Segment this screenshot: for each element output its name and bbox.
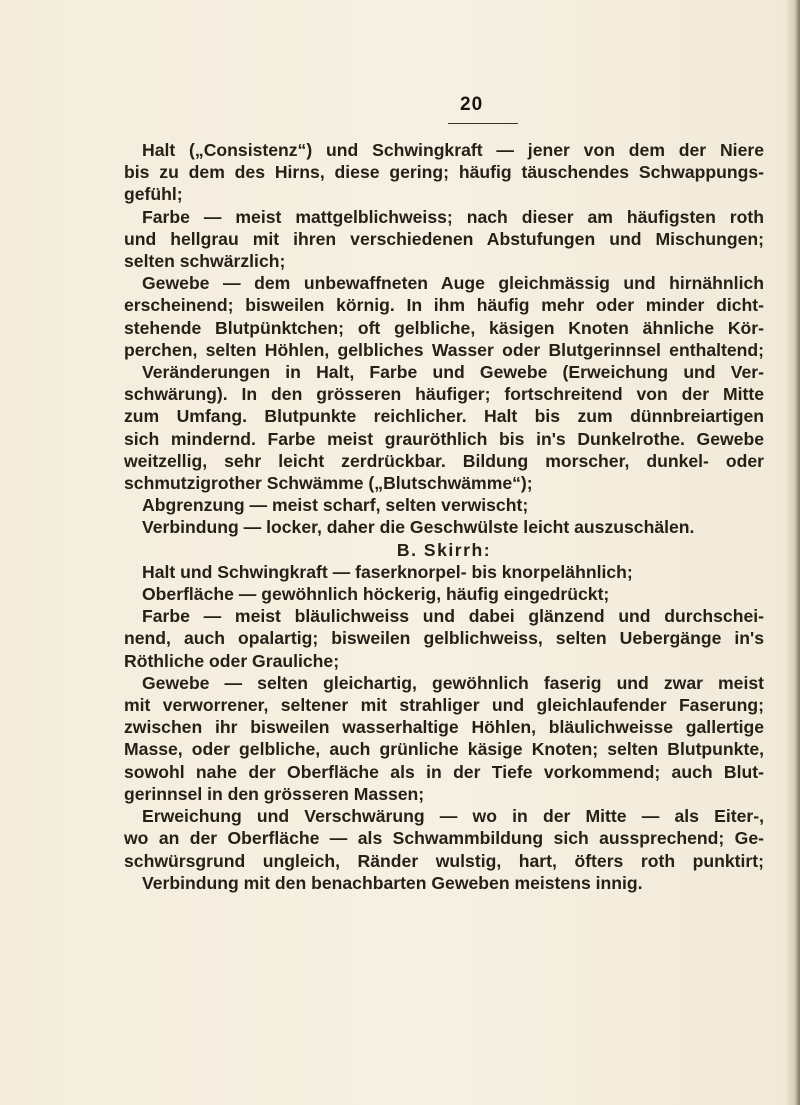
page-number: 20 (460, 94, 484, 115)
text-line: Halt („Consistenz“) und Schwingkraft — jener von dem der Niere (142, 140, 764, 160)
text-line: Gewebe — dem unbewaffneten Auge gleichmässig und hirnähnlich (142, 273, 764, 294)
text-line: stehende Blutpünktchen; oft gelbliche, käsigen Knoten ähnliche Kör- (124, 317, 764, 338)
text-line: schwürsgrund ungleich, Ränder wulstig, hart, öfters roth punktirt; (124, 850, 764, 871)
text-line: erscheinend; bisweilen körnig. In ihm häufig mehr oder minder dicht- (124, 295, 764, 316)
text-line: Erweichung und Verschwärung — wo in der Mitte — als Eiter-, (142, 806, 764, 827)
text-line: und hellgrau mit ihren verschiedenen Abstufungen und Mischungen; (124, 228, 764, 249)
text-line: gerinnsel in den grösseren Massen; (124, 783, 425, 804)
text-line: wo an der Oberfläche — als Schwammbildung sich ausspreсhend; Ge- (124, 828, 764, 849)
text-line: schmutzigrother Schwämme („Blutschwämme“); (124, 473, 533, 494)
section-heading: B. Skirrh: (396, 539, 492, 560)
text-line: gefühl; (124, 184, 183, 205)
text-line: Oberfläche — gewöhnlich höckerig, häufig eingedrückt; (142, 584, 610, 605)
text-line: sich mindernd. Farbe meist grauröthlich bis in's Dunkelrothe. Gewebe (124, 428, 764, 449)
body-text (124, 139, 764, 894)
text-line: Halt und Schwingkraft — faserknorpel- bis knorpelähnlich; (142, 561, 633, 582)
text-line: Farbe — meist bläulichweiss und dabei glänzend und durchschei- (142, 606, 764, 627)
text-line: Gewebe — selten gleichartig, gewöhnlich faserig und zwar meist (142, 672, 764, 693)
text-line: Verbindung mit den benachbarten Geweben meistens innig. (142, 872, 643, 893)
text-line: Masse, oder gelbliche, auch grünliche käsige Knoten; selten Blutpunkte, (124, 739, 764, 760)
text-line: Farbe — meist mattgelblichweiss; nach dieser am häufigsten roth (142, 206, 764, 227)
text-line: selten schwärzlich; (124, 251, 286, 272)
text-line: Abgrenzung — meist scharf, selten verwischt; (142, 495, 529, 516)
text-line: perchen, selten Höhlen, gelbliches Wasser oder Blutgerinnsel enthaltend; (124, 339, 764, 360)
text-line: nend, auch opalartig; bisweilen gelblichweiss, selten Uebergänge in's (124, 628, 764, 649)
text-line: Veränderungen in Halt, Farbe und Gewebe (Erweichung und Ver- (142, 362, 764, 383)
page-number-rule (448, 123, 518, 124)
text-line: zum Umfang. Blutpunkte reichlicher. Halt bis zum dünnbreiartigen (124, 406, 764, 427)
text-line: schwärung). In den grösseren häufiger; fortschreitend von der Mitte (124, 384, 764, 405)
text-line: Röthliche oder Grauliche; (124, 650, 340, 671)
text-line: mit verworrener, seltener mit strahliger und gleichlaufender Faserung; (124, 695, 764, 716)
text-line: bis zu dem des Hirns, diese gering; häufig täuschendes Schwappungs- (124, 162, 764, 183)
text-line: weitzellig, sehr leicht zerdrückbar. Bildung morscher, dunkel- oder (124, 450, 764, 471)
text-line: sowohl nahe der Oberfläche als in der Tiefe vorkommend; auch Blut- (124, 761, 764, 782)
text-line: zwischen ihr bisweilen wasserhaltige Höhlen, bläulichweisse gallertige (124, 717, 764, 738)
page-edge-shadow (786, 0, 800, 1105)
text-line: Verbindung — locker, daher die Geschwülste leicht auszuschälen. (142, 517, 695, 538)
